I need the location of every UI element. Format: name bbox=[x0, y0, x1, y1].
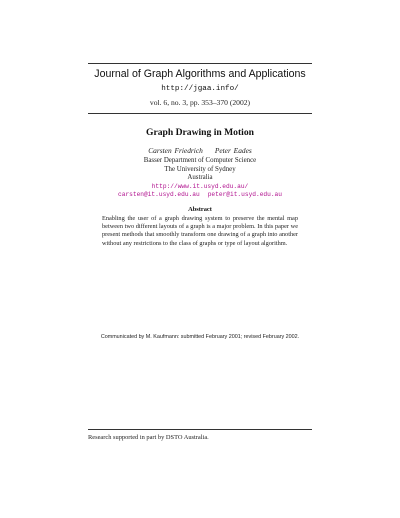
affiliation-university: The University of Sydney bbox=[164, 165, 236, 173]
abstract-heading: Abstract bbox=[188, 206, 212, 213]
email-link[interactable]: carsten@it.usyd.edu.au bbox=[118, 191, 200, 199]
journal-url-link[interactable]: http://jgaa.info/ bbox=[161, 85, 239, 93]
affiliation-department: Basser Department of Computer Science bbox=[143, 157, 257, 164]
header-rule bbox=[88, 113, 312, 114]
journal-title: Journal of Graph Algorithms and Applications bbox=[94, 68, 306, 80]
email-link[interactable]: peter@it.usyd.edu.au bbox=[207, 191, 282, 199]
affiliation bbox=[88, 157, 312, 200]
footnote-rule bbox=[88, 429, 312, 430]
abstract-text: Enabling the user of a graph drawing system to preserve the mental map between two different layouts of a graph is a major problem. In this paper we present methods that smoothly transform one drawing of a graph into another without any restrictions to the class of graphs or type of layout algorithm. bbox=[102, 215, 298, 247]
website-link[interactable]: http://www.it.usyd.edu.au/ bbox=[151, 182, 249, 190]
top-rule bbox=[88, 63, 312, 64]
communicated-note: Communicated by M. Kaufmann: submitted February 2001; revised February 2002. bbox=[100, 334, 300, 340]
author-name: Carsten Friedrich bbox=[148, 146, 203, 155]
affiliation-country: Australia bbox=[187, 174, 213, 182]
author-name: Peter Eades bbox=[214, 146, 252, 155]
paper-title: Graph Drawing in Motion bbox=[146, 127, 254, 138]
author-list bbox=[88, 146, 312, 155]
journal-volume: vol. 6, no. 3, pp. 353–370 (2002) bbox=[149, 98, 251, 107]
email-links bbox=[88, 191, 312, 200]
footnote-text: Research supported in part by DSTO Australia. bbox=[88, 434, 209, 441]
